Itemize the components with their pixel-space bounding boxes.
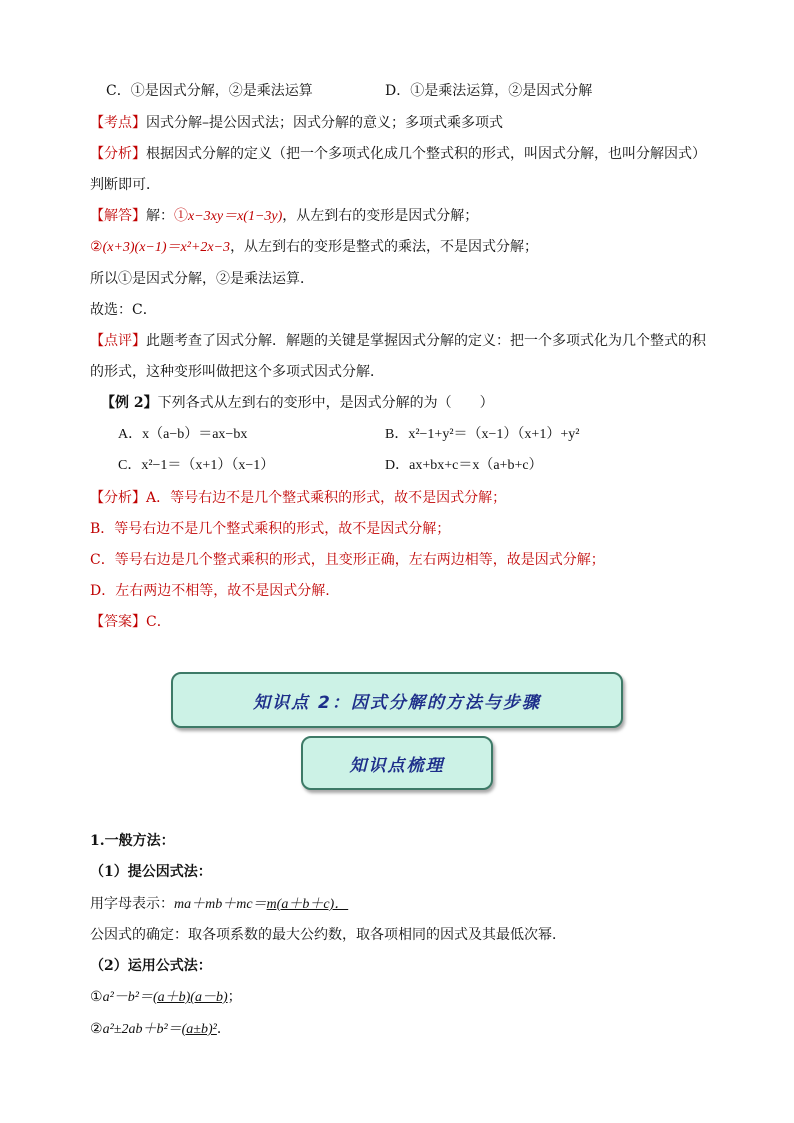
eq2-expression: (x+3)(x−1)＝x²+2x−3 <box>102 240 231 255</box>
methods-heading: 1.一般方法： <box>90 833 175 849</box>
ex2-fenxi-a-text: A．等号右边不是几个整式乘积的形式，故不是因式分解； <box>146 490 507 506</box>
eq2-note: ，从左到右的变形是整式的乘法，不是因式分解； <box>230 239 539 255</box>
section-title-box <box>171 672 623 728</box>
ex2-fenxi-c: C．等号右边是几个整式乘积的形式，且变形正确，左右两边相等，故是因式分解； <box>90 552 605 568</box>
fenxi-tag: 【分析】 <box>90 146 146 162</box>
section-subtitle: 知识点梳理 <box>349 755 445 776</box>
formula-1-expression: a²－b²＝ <box>102 990 153 1005</box>
dianping-text-1: 此题考查了因式分解．解题的关键是掌握因式分解的定义：把一个多项式化为几个整式的积 <box>146 333 706 349</box>
ex2-option-c: C．x²−1＝（x+1）（x−1） <box>118 458 275 473</box>
method-1-result: m(a＋b＋c)． <box>266 897 349 912</box>
ex2-fenxi-a <box>90 489 506 507</box>
ex2-answer-tag: 【答案】 <box>90 614 146 630</box>
dianping-line-2: 的形式，这种变形叫做把这个多项式因式分解． <box>90 364 384 380</box>
method-1-heading: （1）提公因式法： <box>90 864 212 880</box>
formula-2-expression: a²±2ab＋b²＝ <box>102 1022 182 1037</box>
ex2-answer-text: C． <box>146 614 171 630</box>
eq1-circle: ① <box>174 208 188 224</box>
method-1-line <box>90 895 348 914</box>
eq2-circle: ② <box>90 239 103 255</box>
example-2-tag: 【例 2】 <box>101 395 158 411</box>
example-2-title <box>101 394 494 412</box>
example-2-text: 下列各式从左到右的变形中，是因式分解的为（ ） <box>157 395 494 411</box>
ex2-fenxi-tag: 【分析】 <box>90 490 146 506</box>
ex2-fenxi-b: B．等号右边不是几个整式乘积的形式，故不是因式分解； <box>90 521 451 537</box>
formula-1-line <box>90 988 242 1007</box>
fenxi-line-2: 判断即可． <box>90 177 160 193</box>
option-c: C．①是因式分解，②是乘法运算 <box>106 83 313 99</box>
kaodian-text: 因式分解–提公因式法；因式分解的意义；多项式乘多项式 <box>146 115 503 131</box>
method-1-label: 用字母表示： <box>90 896 174 912</box>
section-subtitle-box <box>301 736 493 790</box>
ex2-fenxi-d: D．左右两边不相等，故不是因式分解. <box>90 583 330 599</box>
formula-2-circle: ② <box>90 1021 103 1037</box>
fenxi-line-1 <box>90 145 706 163</box>
dianping-tag: 【点评】 <box>90 333 146 349</box>
section-title: 知识点 2：因式分解的方法与步骤 <box>253 692 541 713</box>
formula-2-result: (a±b)² <box>181 1022 217 1037</box>
jieda-line <box>90 207 478 226</box>
ex2-option-a: A．x（a−b）＝ax−bx <box>118 427 248 442</box>
jieda-prefix: 解： <box>146 208 174 224</box>
formula-1-end: ； <box>227 989 242 1005</box>
method-1-description: 公因式的确定：取各项系数的最大公约数，取各项相同的因式及其最低次幂． <box>90 927 566 943</box>
ex2-option-d: D．ax+bx+c＝x（a+b+c） <box>385 458 543 473</box>
choose-line: 故选：C． <box>90 302 157 318</box>
dianping-line-1 <box>90 332 706 350</box>
method-1-expression: ma＋mb＋mc＝ <box>174 897 267 912</box>
ex2-option-b: B．x²−1+y²＝（x−1）（x+1）+y² <box>385 427 580 442</box>
method-2-heading: （2）运用公式法： <box>90 958 212 974</box>
formula-1-result: (a＋b)(a－b) <box>152 990 228 1005</box>
kaodian-line <box>90 114 503 132</box>
fenxi-text-1: 根据因式分解的定义（把一个多项式化成几个整式积的形式，叫因式分解，也叫分解因式） <box>146 146 706 162</box>
formula-2-end: ． <box>216 1021 231 1037</box>
formula-1-circle: ① <box>90 989 103 1005</box>
option-d: D．①是乘法运算，②是因式分解 <box>385 83 593 99</box>
eq2-line <box>90 238 538 257</box>
jieda-tag: 【解答】 <box>90 208 146 224</box>
ex2-answer <box>90 613 171 631</box>
eq1-note: ，从左到右的变形是因式分解； <box>282 208 479 224</box>
kaodian-tag: 【考点】 <box>90 115 146 131</box>
so-line: 所以①是因式分解，②是乘法运算． <box>90 271 314 287</box>
eq1-expression: x−3xy＝x(1−3y) <box>188 209 283 224</box>
formula-2-line <box>90 1020 231 1039</box>
